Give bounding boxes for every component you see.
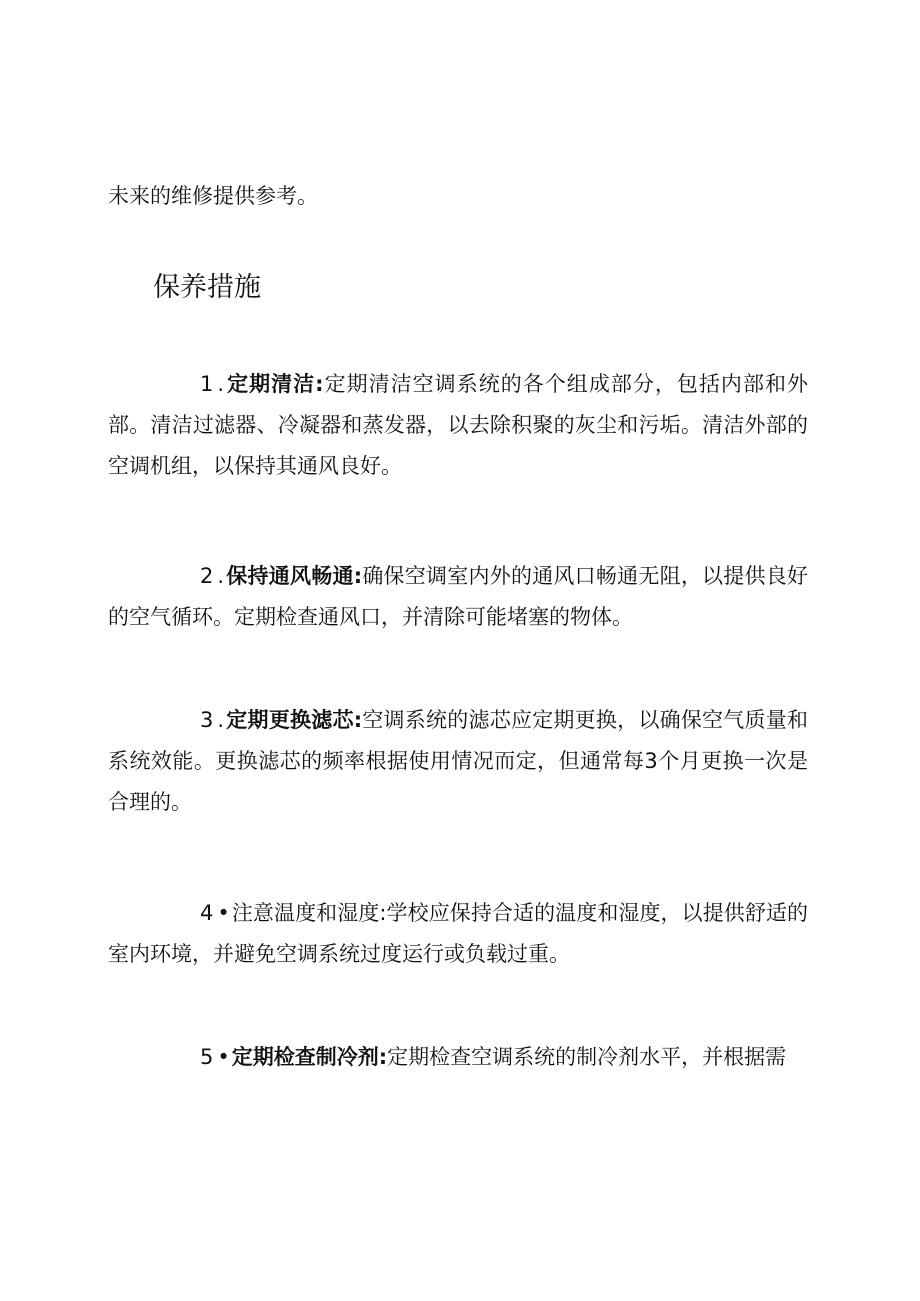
item-number: 3 [200, 708, 214, 732]
item-number: 4 [200, 901, 214, 925]
item-term: 定期更换滤芯: [226, 708, 363, 732]
item-term: 保持通风畅通: [226, 564, 363, 588]
list-item [108, 700, 808, 823]
item-separator: . [217, 708, 225, 732]
item-separator: . [217, 564, 225, 588]
item-term: 定期清洁: [226, 372, 324, 396]
continuation-text: 未来的维修提供参考。 [108, 184, 318, 208]
item-number: 5 [200, 1045, 214, 1069]
item-text: 空调系统的滤芯应定期更换，以确保空气质量和系统效能。更换滤芯的频率根据使用情况而定，但通常每3个月更换一次是合理的。 [108, 708, 808, 814]
item-term: 定期检查制冷剂: [231, 1045, 388, 1069]
item-text: 定期检查空调系统的制冷剂水平，并根据需 [387, 1045, 787, 1069]
item-number: 1 [200, 372, 214, 396]
list-item [108, 893, 808, 975]
list-item [108, 1037, 808, 1078]
section-heading: 保养措施 [153, 272, 261, 303]
item-separator: • [217, 1045, 230, 1069]
item-term: 注意温度和湿度: [231, 901, 387, 925]
item-text: 定期清洁空调系统的各个组成部分，包括内部和外部。清洁过滤器、冷凝器和蒸发器，以去除积聚的灰尘和污垢。清洁外部的空调机组，以保持其通风良好。 [108, 372, 808, 478]
item-separator: • [217, 901, 230, 925]
item-separator: . [217, 372, 225, 396]
list-item [108, 364, 808, 487]
item-text: 确保空调室内外的通风口畅通无阻，以提供良好的空气循环。定期检查通风口，并清除可能堵塞的物体。 [108, 564, 808, 629]
list-item [108, 556, 808, 638]
item-number: 2 [200, 564, 214, 588]
item-text: 学校应保持合适的温度和湿度，以提供舒适的室内环境，并避免空调系统过度运行或负载过重。 [108, 901, 809, 966]
